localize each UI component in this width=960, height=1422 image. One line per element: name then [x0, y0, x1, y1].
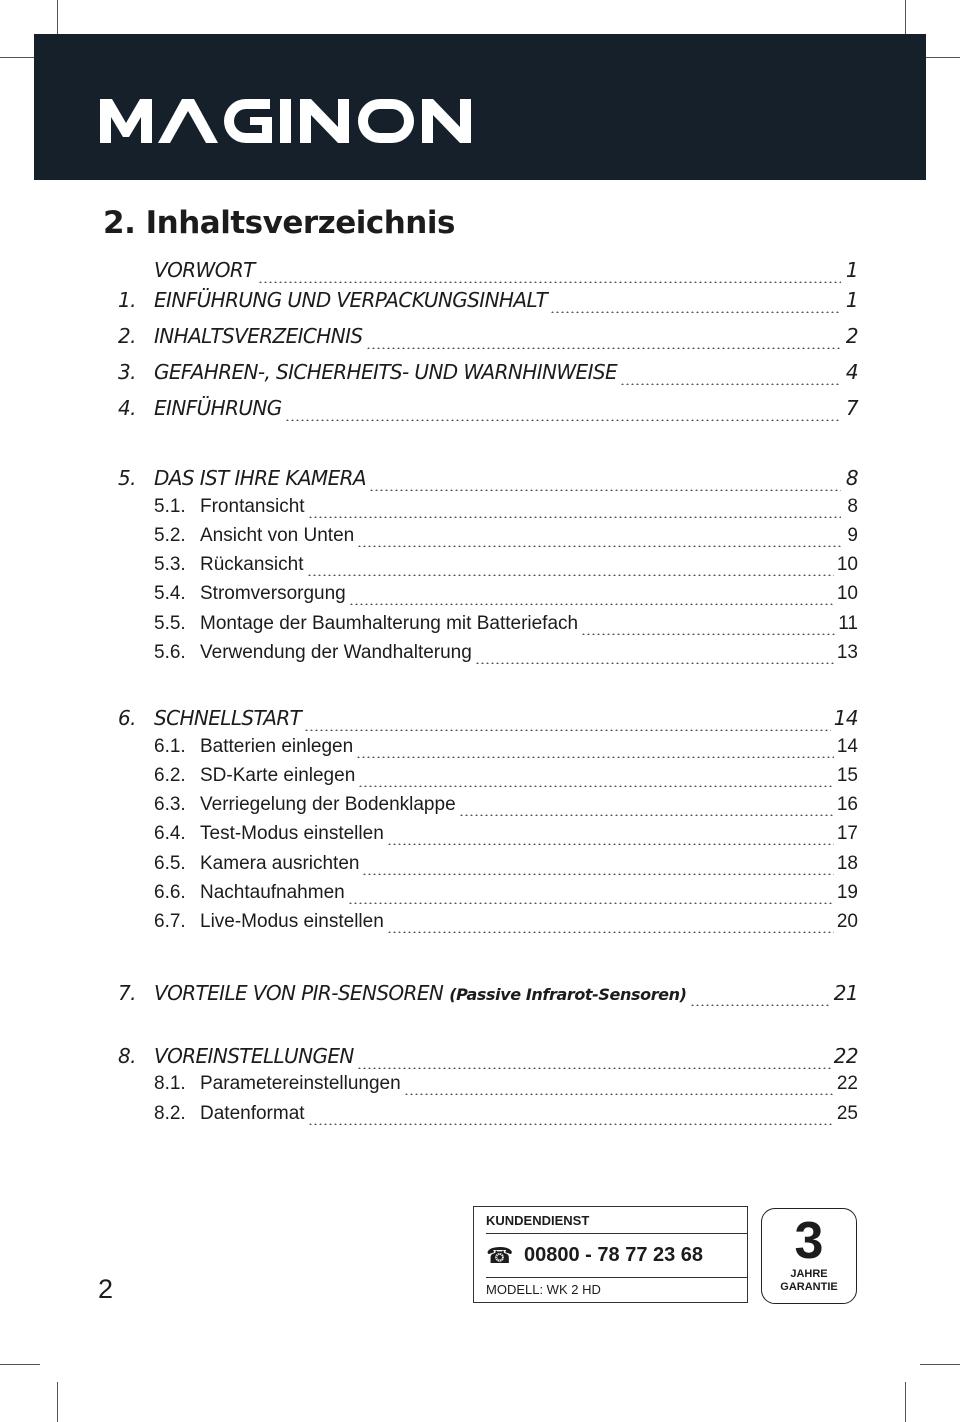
service-title: KUNDENDIENST: [486, 1213, 590, 1228]
toc-entry: [118, 288, 858, 318]
toc-entry: [118, 642, 858, 672]
toc-entry-page: 17: [836, 823, 858, 844]
toc-entry-page: 14: [833, 706, 858, 730]
brand-logo: [100, 95, 520, 151]
toc-entry-number: 6.3.: [154, 794, 186, 815]
dot-leader: [358, 785, 834, 787]
toc-entry: [118, 613, 858, 643]
dot-leader: [387, 843, 834, 845]
toc-entry-label: Montage der Baumhalterung mit Batteriefach: [200, 613, 579, 634]
toc-entry: [118, 496, 858, 526]
toc-entry-label: EINFÜHRUNG UND VERPACKUNGSINHALT: [154, 288, 548, 312]
toc-entry-number: 5.5.: [154, 613, 186, 634]
warranty-years: 3: [794, 1212, 824, 1270]
toc-entry-page: 18: [836, 853, 858, 874]
toc-entry-page: 19: [836, 882, 858, 903]
toc-entry: [118, 1044, 858, 1074]
toc-entry: [118, 396, 858, 426]
dot-leader: [690, 1004, 831, 1006]
crop-mark: [57, 1382, 58, 1422]
toc-entry-label: VORTEILE VON PIR-SENSOREN: [154, 981, 444, 1005]
toc-entry: [118, 360, 858, 390]
toc-entry-number: 6.7.: [154, 911, 186, 932]
brand-logo-text: MAGINON: [100, 95, 105, 96]
dot-leader: [308, 1123, 834, 1125]
dot-leader: [304, 729, 830, 731]
toc-entry-page: 15: [836, 765, 858, 786]
dot-leader: [258, 281, 841, 283]
toc-entry-label: Stromversorgung: [200, 583, 346, 604]
dot-leader: [369, 489, 841, 491]
toc-entry: [118, 258, 858, 288]
toc-entry-label: Parametereinstellungen: [200, 1073, 401, 1094]
toc-entry-number: 7.: [118, 981, 136, 1005]
toc-entry-page: 13: [836, 642, 858, 663]
toc-entry: [118, 525, 858, 555]
toc-entry-page: 14: [836, 736, 858, 757]
toc-entry-number: 8.2.: [154, 1103, 186, 1124]
toc-entry-label: Datenformat: [200, 1103, 305, 1124]
crop-mark: [0, 1364, 40, 1365]
toc-entry-number: 5.2.: [154, 525, 186, 546]
toc-entry-label: VORWORT: [154, 258, 255, 282]
toc-entry-label: INHALTSVERZEICHNIS: [154, 324, 363, 348]
toc-entry-subtitle: (Passive Infrarot-Sensoren): [449, 985, 687, 1004]
toc-entry-number: 5.3.: [154, 554, 186, 575]
toc-entry-page: 4: [845, 360, 858, 384]
toc-entry: [118, 882, 858, 912]
toc-entry-page: 8: [845, 466, 858, 490]
toc-entry-number: 5.: [118, 466, 136, 490]
toc-entry-page: 8: [847, 496, 858, 517]
toc-entry: [118, 706, 858, 736]
toc-entry-label: Rückansicht: [200, 554, 304, 575]
toc-entry: [118, 583, 858, 613]
divider: [486, 1233, 747, 1234]
toc-entry-label: EINFÜHRUNG: [154, 396, 282, 420]
toc-entry-label: GEFAHREN-, SICHERHEITS- UND WARNHINWEISE: [154, 360, 618, 384]
toc-entry-number: 6.5.: [154, 853, 186, 874]
toc-entry-number: 1.: [118, 288, 136, 312]
dot-leader: [349, 603, 834, 605]
toc-entry-label: DAS IST IHRE KAMERA: [154, 466, 366, 490]
crop-mark: [920, 1364, 960, 1365]
section-title: 2. Inhaltsverzeichnis: [103, 205, 455, 241]
dot-leader: [356, 756, 834, 758]
toc-entry-page: 1: [845, 288, 858, 312]
toc-entry: [118, 794, 858, 824]
toc-entry-label: Ansicht von Unten: [200, 525, 355, 546]
toc-entry-number: 4.: [118, 396, 136, 420]
toc-entry-label: Verriegelung der Bodenklappe: [200, 794, 456, 815]
toc-entry: [118, 853, 858, 883]
dot-leader: [285, 419, 841, 421]
toc-entry-page: 10: [836, 583, 858, 604]
toc-entry-page: 22: [836, 1073, 858, 1094]
toc-entry: [118, 911, 858, 941]
divider: [486, 1277, 747, 1278]
warranty-line-1: JAHRE: [790, 1268, 828, 1280]
toc-entry-number: 8.1.: [154, 1073, 186, 1094]
crop-mark: [905, 1382, 906, 1422]
toc-entry-number: 5.1.: [154, 496, 186, 517]
dot-leader: [357, 1067, 831, 1069]
toc-entry-page: 21: [833, 981, 858, 1005]
customer-service-box: [473, 1206, 748, 1303]
toc-entry-page: 10: [836, 554, 858, 575]
toc-entry-page: 16: [836, 794, 858, 815]
toc-entry-page: 7: [845, 396, 858, 420]
toc-entry-page: 20: [836, 911, 858, 932]
service-phone: 00800 - 78 77 23 68: [524, 1244, 704, 1266]
dot-leader: [581, 633, 835, 635]
toc-entry-number: 6.1.: [154, 736, 186, 757]
toc-entry: [118, 823, 858, 853]
toc-entry-label: Kamera ausrichten: [200, 853, 360, 874]
dot-leader: [550, 311, 841, 313]
dot-leader: [307, 574, 834, 576]
toc-entry-number: 6.4.: [154, 823, 186, 844]
toc-entry-label: VOREINSTELLUNGEN: [154, 1044, 354, 1068]
toc-entry: [118, 554, 858, 584]
toc-entry-label: Live-Modus einstellen: [200, 911, 384, 932]
model-label: MODELL: WK 2 HD: [486, 1282, 601, 1297]
toc-entry-page: 9: [847, 525, 858, 546]
page-number: 2: [98, 1274, 114, 1304]
dot-leader: [475, 662, 834, 664]
dot-leader: [348, 902, 834, 904]
toc-entry: [118, 981, 858, 1011]
dot-leader: [387, 931, 834, 933]
dot-leader: [366, 347, 842, 349]
dot-leader: [308, 516, 841, 518]
dot-leader: [620, 383, 841, 385]
toc-entry-number: 2.: [118, 324, 136, 348]
toc-entry-label: SCHNELLSTART: [154, 706, 302, 730]
toc-entry: [118, 1103, 858, 1133]
dot-leader: [357, 545, 841, 547]
toc-entry-page: 22: [833, 1044, 858, 1068]
toc-entry: [118, 765, 858, 795]
toc-entry-label: SD-Karte einlegen: [200, 765, 356, 786]
toc-entry-label: Batterien einlegen: [200, 736, 354, 757]
toc-entry-label: Frontansicht: [200, 496, 305, 517]
crop-mark: [920, 57, 960, 58]
warranty-line-2: GARANTIE: [780, 1281, 838, 1293]
toc-entry-page: 11: [838, 613, 858, 634]
toc-entry-number: 8.: [118, 1044, 136, 1068]
toc-entry: [118, 466, 858, 496]
toc-entry-number: 5.4.: [154, 583, 186, 604]
toc-entry-number: 5.6.: [154, 642, 186, 663]
toc-entry-number: 6.: [118, 706, 136, 730]
toc-entry-page: 2: [845, 324, 858, 348]
dot-leader: [404, 1093, 834, 1095]
toc-entry-number: 6.2.: [154, 765, 186, 786]
telephone-icon: ☎: [486, 1244, 514, 1269]
toc-entry-number: 6.6.: [154, 882, 186, 903]
dot-leader: [459, 814, 834, 816]
toc-entry-page: 1: [845, 258, 858, 282]
toc-entry-label: Nachtaufnahmen: [200, 882, 345, 903]
toc-entry-page: 25: [836, 1103, 858, 1124]
toc-entry: [118, 1073, 858, 1103]
toc-entry: [118, 324, 858, 354]
toc-entry: [118, 736, 858, 766]
dot-leader: [362, 873, 833, 875]
toc-entry-label: Test-Modus einstellen: [200, 823, 384, 844]
warranty-badge: [761, 1208, 857, 1304]
toc-entry-number: 3.: [118, 360, 136, 384]
toc-entry-label: Verwendung der Wandhalterung: [200, 642, 472, 663]
